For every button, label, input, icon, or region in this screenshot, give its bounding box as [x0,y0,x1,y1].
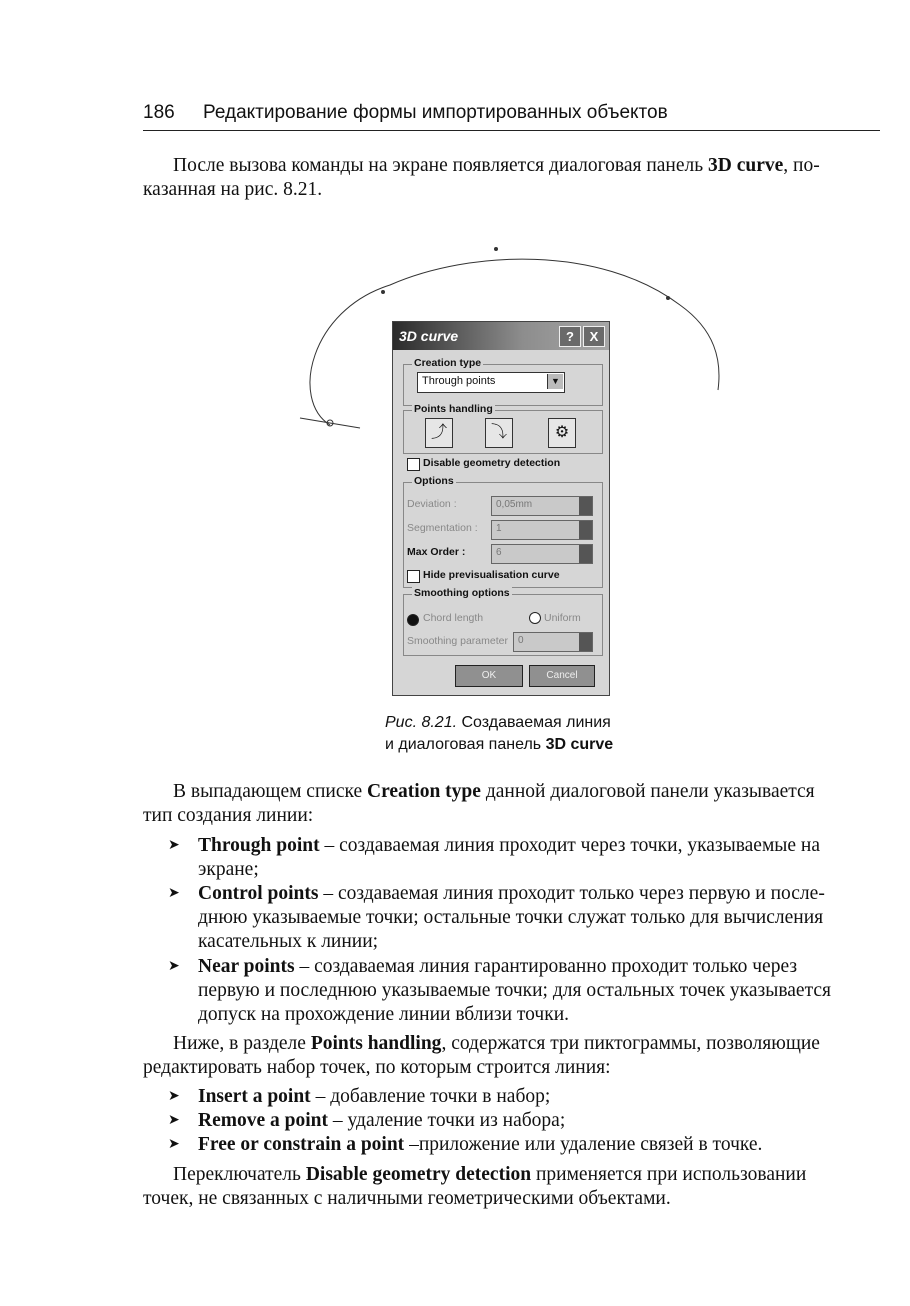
smoothing-label: Smoothing options [414,587,510,599]
bullet-arrow-icon: ➤ [168,959,180,974]
insert-point-icon[interactable]: ⤴ [425,418,453,448]
smoothing-param-field[interactable]: 0 [513,632,593,652]
spinner-icon[interactable] [579,633,592,651]
hide-preview-checkbox[interactable] [407,570,420,583]
bullet-arrow-icon: ➤ [168,1113,180,1128]
list-item: ➤ Remove a point – удаление точки из набора; [168,1110,566,1131]
chord-length-radio[interactable] [407,614,419,626]
smoothing-param-label: Smoothing parameter [407,635,508,647]
disable-geometry-checkbox[interactable] [407,458,420,471]
ok-button[interactable]: OK [455,665,523,687]
points-handling-label: Points handling [414,403,493,415]
spinner-icon[interactable] [579,521,592,539]
hide-preview-label: Hide previsualisation curve [423,569,560,581]
remove-point-icon[interactable]: ⤵ [485,418,513,448]
dialog-3d-curve [392,321,610,696]
uniform-radio[interactable] [529,612,541,624]
segmentation-field[interactable]: 1 [491,520,593,540]
figure-caption: Рис. 8.21. Создаваемая линия и диалоговая панель 3D curve [385,714,614,753]
list-item: ➤ Near points – создаваемая линия гарантированно проходит только через первую и последнюю указываемые точки; для остальных точек указывается допуск на прохождение линии вблизи точки. [168,956,831,1025]
curve-point [381,290,385,294]
spinner-icon[interactable] [579,497,592,515]
chord-length-label: Chord length [423,612,484,624]
list-item: ➤ Through point – создаваемая линия проходит через точки, указываемые на экране; [168,835,821,880]
list-item: ➤ Control points – создаваемая линия проходит только через первую и после- днюю указываемые точки; остальные точки служат только для вычисления касательных к линии; [168,883,825,952]
list-item: ➤ Insert a point – добавление точки в набор; [168,1086,551,1107]
deviation-field[interactable]: 0,05mm [491,496,593,516]
chapter-title: Редактирование формы импортированных объектов [203,102,668,123]
segmentation-label: Segmentation : [407,522,478,534]
options-label: Options [414,475,454,487]
help-button[interactable]: ? [559,326,581,347]
curve-point [494,247,498,251]
chevron-down-icon: ▼ [547,374,563,389]
paragraph-creation-type: В выпадающем списке Creation type данной диалоговой панели указывается тип создания линии: [143,781,815,826]
max-order-label: Max Order : [407,546,466,558]
paragraph-disable-geometry: Переключатель Disable geometry detection применяется при использовании точек, не связанных с наличными геометрическими объектами. [143,1164,807,1209]
close-button[interactable]: X [583,326,605,347]
cancel-button[interactable]: Cancel [529,665,595,687]
bullet-arrow-icon: ➤ [168,1137,180,1152]
list-item: ➤ Free or constrain a point –приложение или удаление связей в точке. [168,1134,763,1155]
dialog-title: 3D curve [399,328,459,344]
disable-geometry-label: Disable geometry detection [423,457,561,469]
curve-point [666,296,670,300]
spinner-icon[interactable] [579,545,592,563]
constrain-point-icon[interactable]: ⚙ [548,418,576,448]
page-number: 186 [143,102,175,123]
creation-type-select[interactable]: Through points ▼ [417,372,565,393]
paragraph-points-handling: Ниже, в разделе Points handling, содержатся три пиктограммы, позволяющие редактировать набор точек, по которым строится линия: [143,1033,820,1078]
creation-type-label: Creation type [414,357,482,369]
deviation-label: Deviation : [407,498,457,510]
bullet-arrow-icon: ➤ [168,838,180,853]
bullet-arrow-icon: ➤ [168,886,180,901]
dialog-titlebar [393,322,609,350]
max-order-field[interactable]: 6 [491,544,593,564]
bullet-arrow-icon: ➤ [168,1089,180,1104]
uniform-label: Uniform [544,612,581,624]
intro-paragraph: После вызова команды на экране появляется диалоговая панель 3D curve, по- казанная на рис. 8.21. [143,155,820,200]
